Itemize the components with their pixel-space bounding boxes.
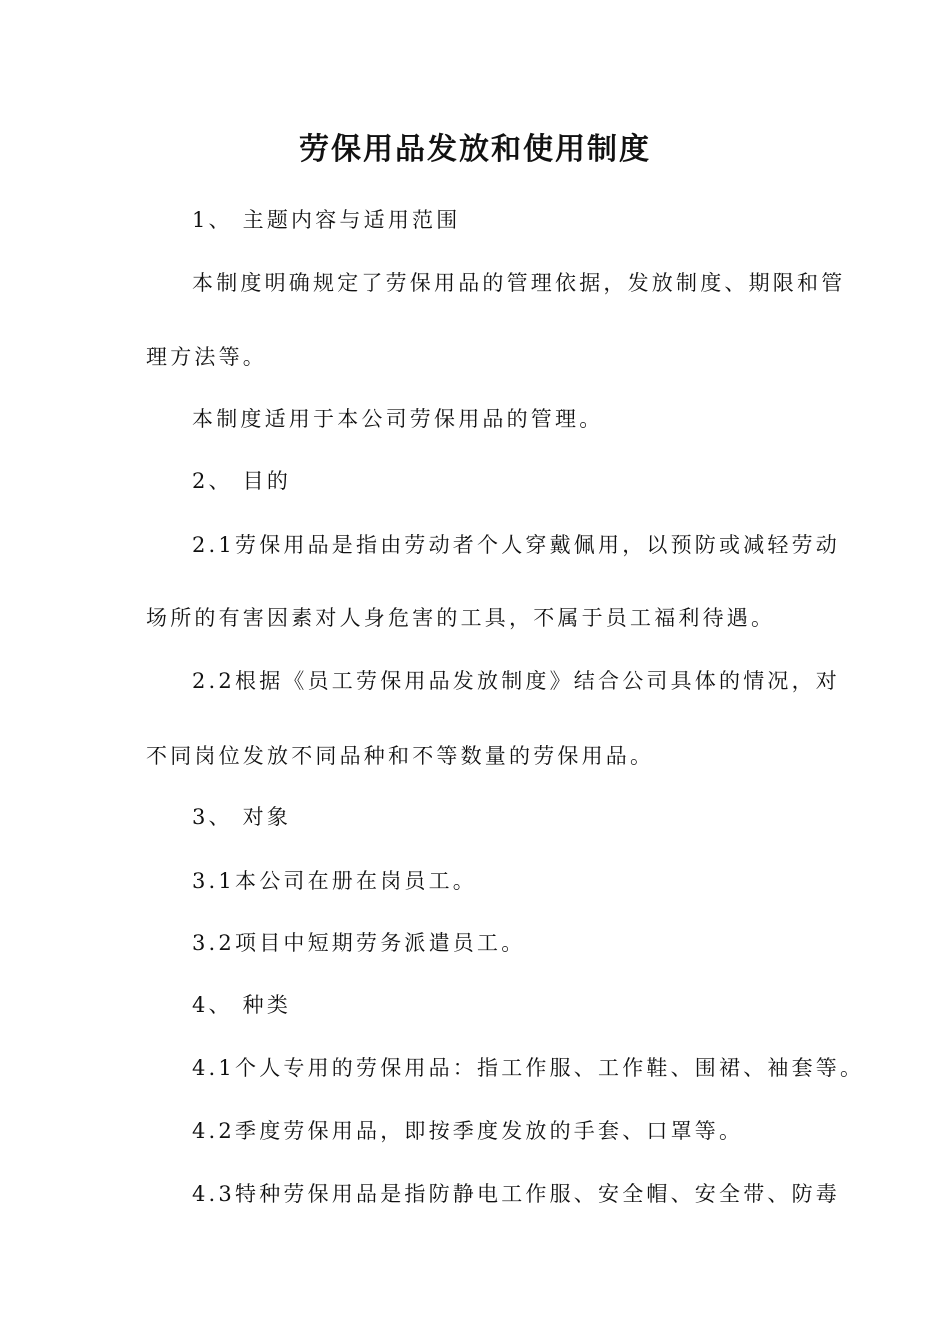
section-heading-4: 4、 种类 xyxy=(192,993,292,1017)
paragraph-line: 4.2季度劳保用品，即按季度发放的手套、口罩等。 xyxy=(192,1119,744,1143)
paragraph-line: 4.3特种劳保用品是指防静电工作服、安全帽、安全带、防毒 xyxy=(192,1182,840,1206)
paragraph-line: 本制度适用于本公司劳保用品的管理。 xyxy=(192,407,604,431)
section-heading-3: 3、 对象 xyxy=(192,805,292,829)
paragraph-line: 不同岗位发放不同品种和不等数量的劳保用品。 xyxy=(146,744,655,768)
paragraph-line: 2.2根据《员工劳保用品发放制度》结合公司具体的情况，对 xyxy=(192,669,840,693)
document-title: 劳保用品发放和使用制度 xyxy=(299,132,651,167)
paragraph-line: 3.1本公司在册在岗员工。 xyxy=(192,869,477,893)
paragraph-line: 理方法等。 xyxy=(146,345,267,369)
section-heading-1: 1、 主题内容与适用范围 xyxy=(192,208,461,232)
paragraph-line: 3.2项目中短期劳务派遣员工。 xyxy=(192,931,526,955)
section-heading-2: 2、 目的 xyxy=(192,469,292,493)
paragraph-line: 4.1个人专用的劳保用品：指工作服、工作鞋、围裙、袖套等。 xyxy=(192,1056,865,1080)
paragraph-line: 本制度明确规定了劳保用品的管理依据，发放制度、期限和管 xyxy=(192,271,846,295)
paragraph-line: 2.1劳保用品是指由劳动者个人穿戴佩用，以预防或减轻劳动 xyxy=(192,533,840,557)
paragraph-line: 场所的有害因素对人身危害的工具，不属于员工福利待遇。 xyxy=(146,606,776,630)
